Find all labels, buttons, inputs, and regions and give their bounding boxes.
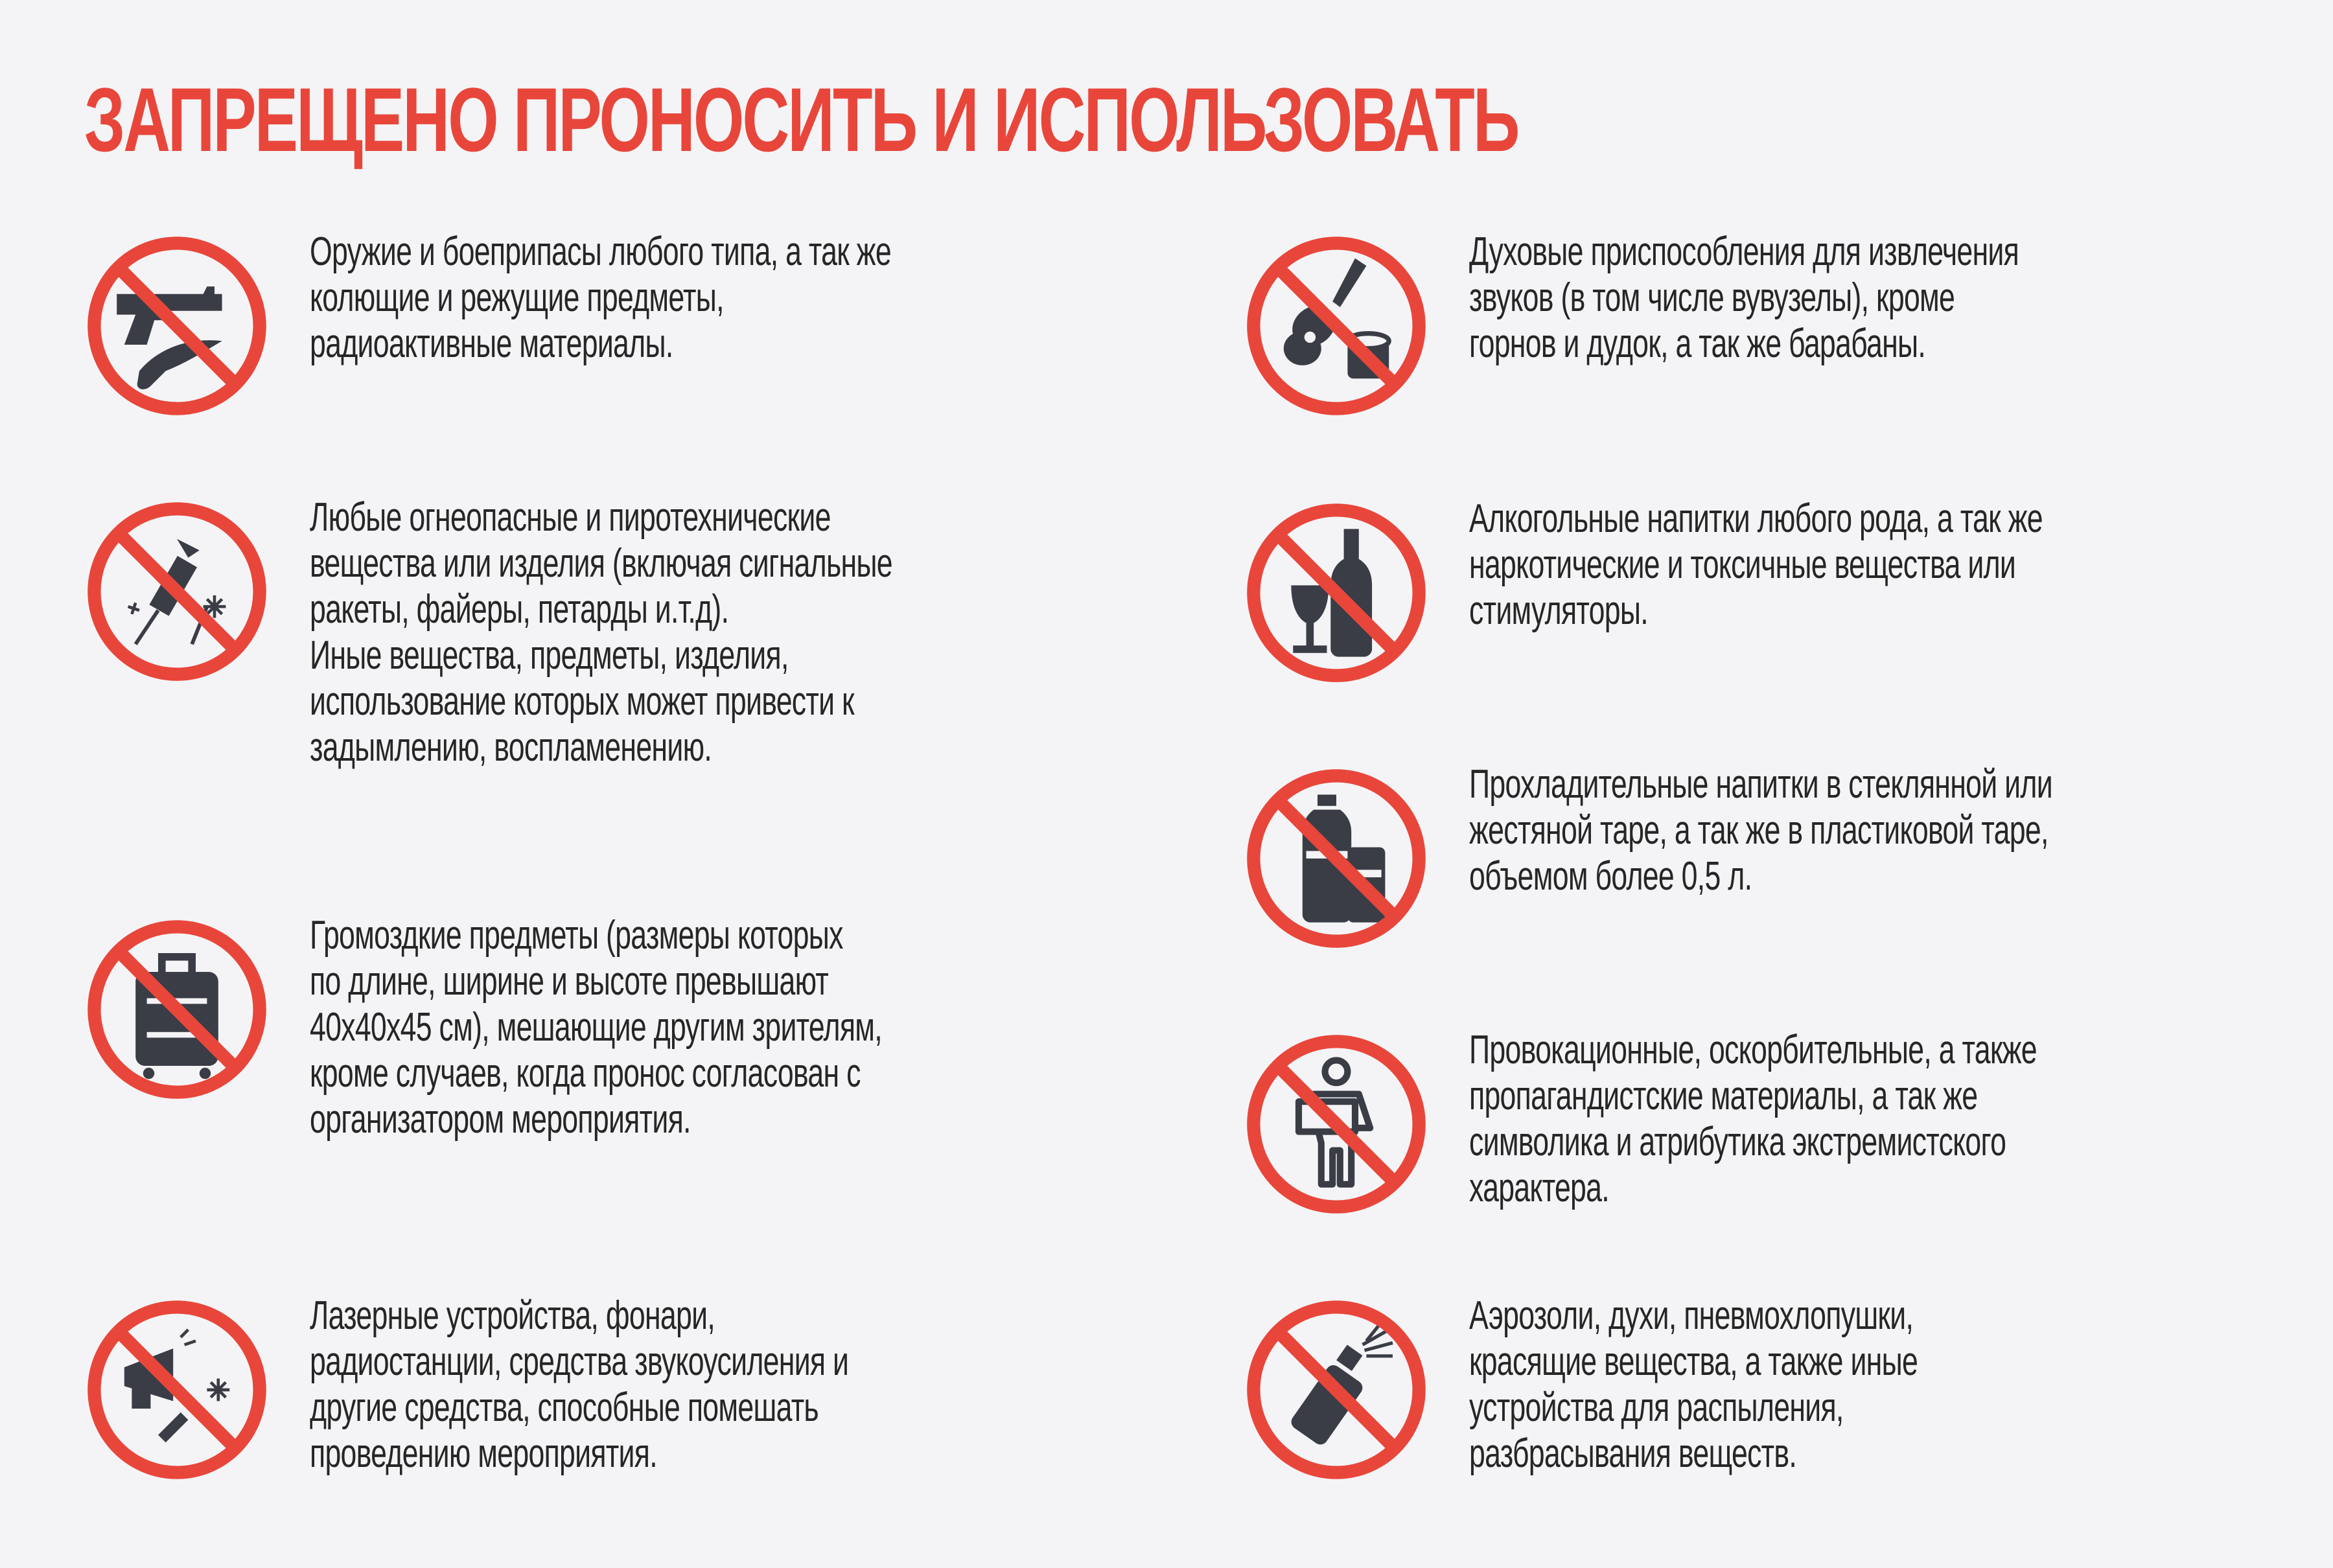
page-title: ЗАПРЕЩЕНО ПРОНОСИТЬ И ИСПОЛЬЗОВАТЬ (84, 69, 1518, 170)
rule-text: Провокационные, оскорбительные, а также пропагандистские материалы, а так же символика и атрибутика экстремистского характера. (1469, 1028, 2037, 1210)
rule-text: Алкогольные напитки любого рода, а так же наркотические и токсичные вещества или стимуляторы. (1469, 496, 2043, 633)
rule-text: Духовые приспособления для извлечения звуков (в том числе вувузелы), кроме горнов и дудок, а так же барабаны. (1469, 229, 2019, 366)
rule-text: Громоздкие предметы (размеры которых по длине, ширине и высоте превышают 40х40х45 см), мешающие другим зрителям, кроме случаев, когда пронос согласован с организатором мероприятия. (310, 913, 882, 1142)
rule-text: Оружие и боеприпасы любого типа, а так же колющие и режущие предметы, радиоактивные материалы. (310, 229, 891, 366)
fireworks-sparkler-icon (83, 498, 271, 686)
megaphone-laser-icon (83, 1296, 271, 1484)
rule-text: Лазерные устройства, фонари, радиостанции, средства звукоусиления и другие средства, способные помешать проведению мероприятия. (310, 1293, 849, 1476)
rule-text: Прохладительные напитки в стеклянной или жестяной таре, а так же в пластиковой таре, объемом более 0,5 л. (1469, 762, 2052, 899)
soda-can-bottle-icon (1242, 765, 1430, 952)
suitcase-icon (83, 916, 271, 1103)
spray-can-icon (1242, 1296, 1430, 1484)
rule-text: Любые огнеопасные и пиротехнические вещества или изделия (включая сигнальные ракеты, файеры, петарды и.т.д). Иные вещества, предметы, изделия, использование которых может привести к задымлению, воспламенению. (310, 495, 892, 770)
person-poster-icon (1242, 1030, 1430, 1218)
weapon-knife-icon (83, 232, 271, 420)
rule-text: Аэрозоли, духи, пневмохлопушки, красящие вещества, а также иные устройства для распыления, разбрасывания веществ. (1469, 1293, 1918, 1476)
guitar-drum-icon (1242, 232, 1430, 420)
bottle-glass-icon (1242, 499, 1430, 687)
